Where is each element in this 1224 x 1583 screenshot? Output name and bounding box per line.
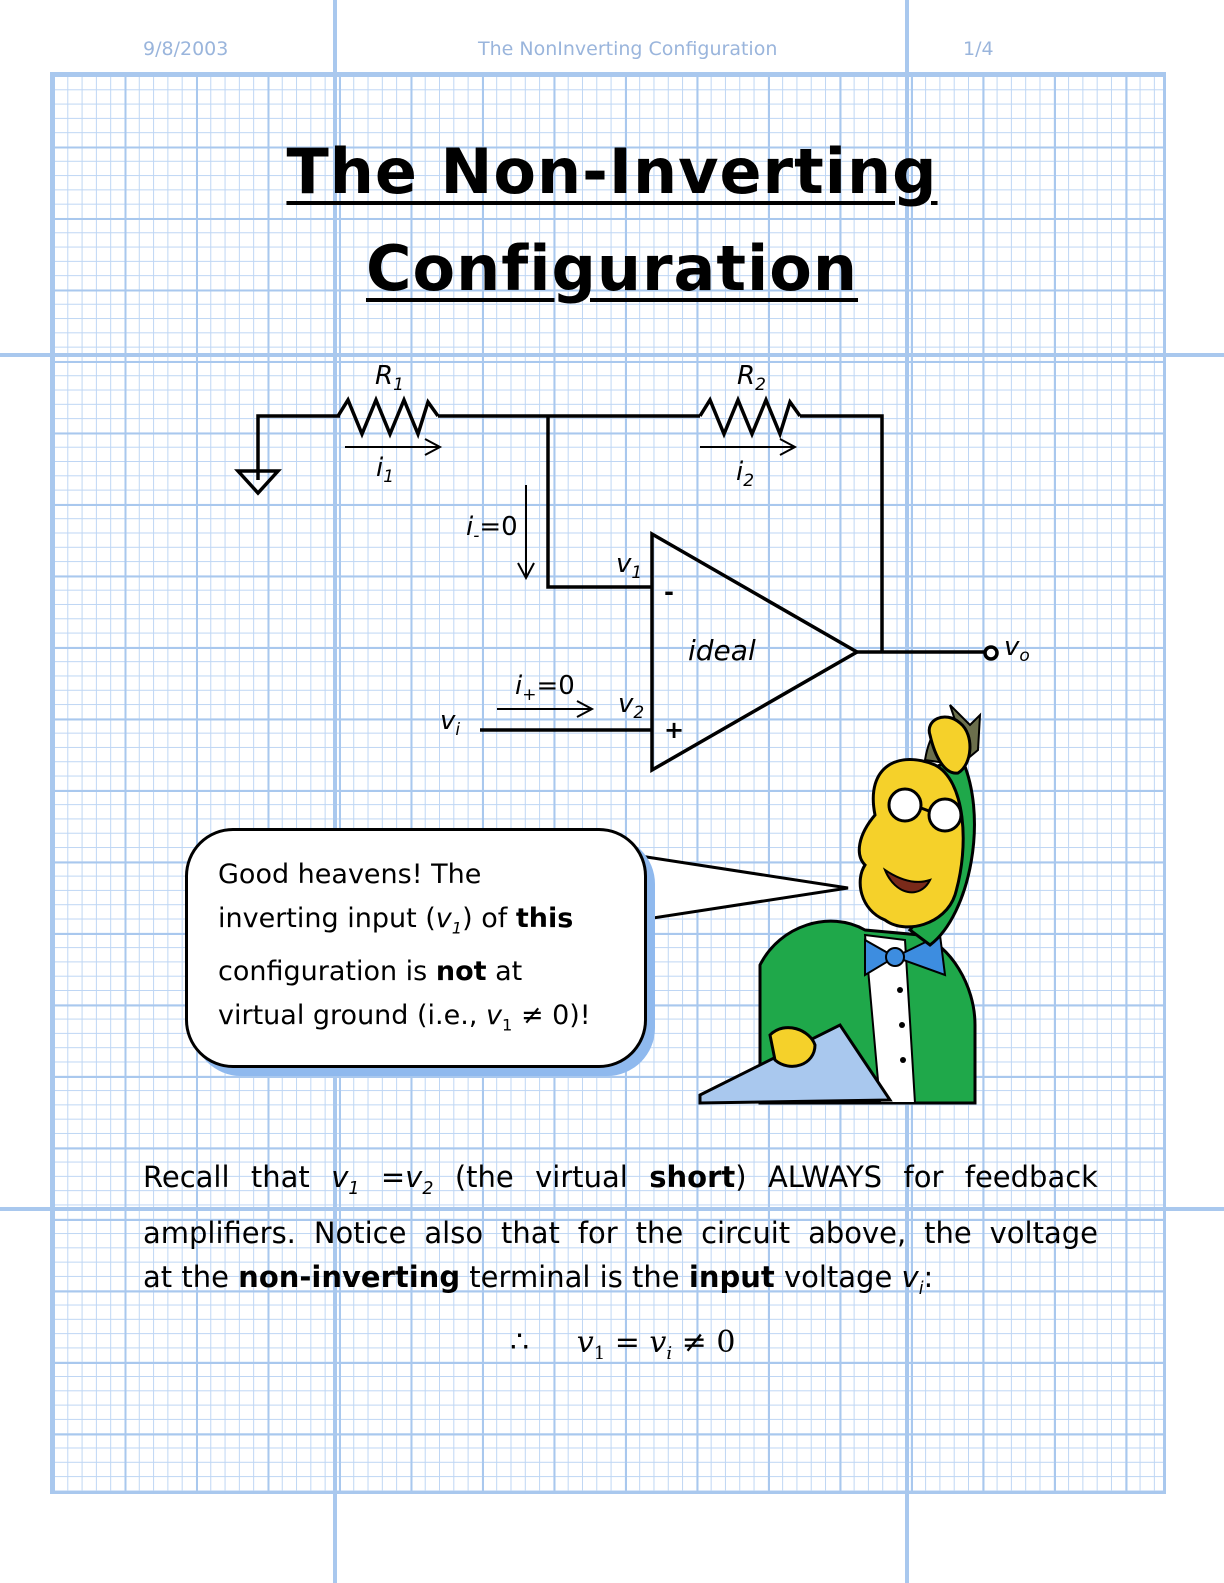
bubble-line3: configuration is not at [218,956,523,988]
bubble-line1: Good heavens! The [218,859,482,890]
opamp-minus-sign: - [664,578,674,606]
speech-bubble-tail [640,848,860,938]
paragraph-line3: at the non-inverting terminal is the input voltage $v_i$: [143,1259,934,1299]
speech-bubble [185,828,647,1068]
page-title-line2: Configuration [365,232,859,305]
i2-label: $i_2$ [736,457,755,491]
bubble-line4: virtual ground (i.e., $v_1 \ne 0$)! [218,1000,591,1035]
header-title: The NonInverting Configuration [478,38,778,60]
paragraph-line1: Recall that $v_1 =v_2$ (the virtual short) ALWAYS for feedback [143,1160,1098,1199]
opamp-plus-sign: + [664,716,685,744]
vo-label: $v_o$ [1004,632,1030,666]
r1-label: $R_1$ [375,361,404,395]
i-minus-label: $i_-=0$ [466,512,518,546]
opamp-ideal-label: ideal [688,634,756,667]
body-paragraph [143,1155,1098,1311]
v2-label: $v_2$ [618,689,645,723]
therefore-equation: ∴ $v_1 = v_i \ne 0$ [510,1325,736,1364]
header-date: 9/8/2003 [143,38,229,60]
i-plus-label: $i_+=0$ [515,671,575,705]
page-title-line1: The Non-Inverting [286,135,938,208]
vi-label: $v_i$ [440,706,461,740]
inverting-wire [548,416,652,587]
r2-label: $R_2$ [737,361,766,395]
i1-label: $i_1$ [376,453,395,487]
paragraph-line2: amplifiers. Notice also that for the circuit above, the voltage [143,1215,1098,1250]
bubble-line2: inverting input $(v_1)$ of this [218,903,574,938]
header-page: 1/4 [963,38,994,60]
resistor-r1 [338,400,438,434]
output-terminal [985,647,997,659]
resistor-r2 [700,400,800,434]
v1-label: $v_1$ [616,549,643,583]
feedback-wire [800,416,882,652]
